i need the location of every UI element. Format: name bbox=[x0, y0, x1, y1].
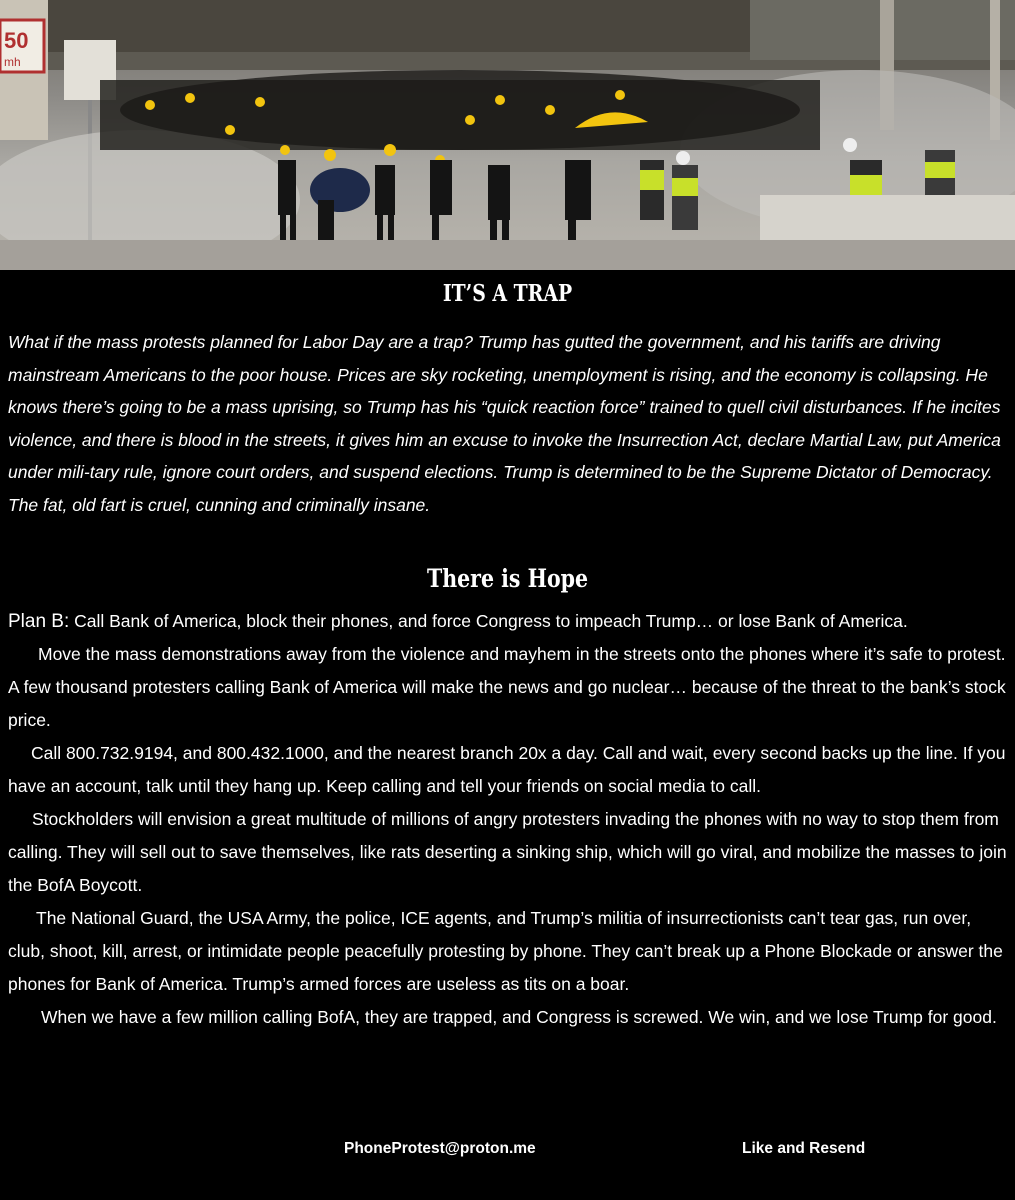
share-cta: Like and Resend bbox=[742, 1140, 866, 1157]
paragraph-text: When we have a few million calling BofA, they are trapped, and Congress is screwed. We win, and we lose Trump for good. bbox=[41, 1007, 997, 1027]
paragraph-text: Stockholders will envision a great multitude of millions of angry protesters invading the phones with no way to stop them from calling. They will sell out to save themselves, like rats deserting a sinking ship, which will go viral, and mobilize the masses to join the BofA Boycott. bbox=[8, 809, 1007, 895]
protest-photo bbox=[0, 0, 1015, 270]
paragraph bbox=[8, 902, 1008, 1001]
headline: IT’S A TRAP bbox=[442, 280, 573, 307]
paragraph bbox=[8, 638, 1008, 737]
intro-paragraph: What if the mass protests planned for Labor Day are a trap? Trump has gutted the government, and his tariffs are driving mainstream Americans to the poor house. Prices are sky rocketing, unemployment is rising, and the economy is collapsing. He knows there’s going to be a mass uprising, so Trump has his “quick reaction force” trained to quell civil disturbances. If he incites violence, and there is blood in the streets, it gives him an excuse to invoke the Insurrection Act, declare Martial Law, put America under mili-tary rule, ignore court orders, and suspend elections. Trump is determined to be the Supreme Dictator of Democracy. The fat, old fart is cruel, cunning and criminally insane. bbox=[8, 332, 1001, 515]
paragraph-text: The National Guard, the USA Army, the police, ICE agents, and Trump’s militia of insurrectionists can’t tear gas, run over, club, shoot, kill, arrest, or intimidate people peacefully protesting by phone. They can’t break up a Phone Blockade or answer the phones for Bank of America. Trump’s armed forces are useless as tits on a boar. bbox=[8, 908, 1003, 994]
overpass-deck bbox=[40, 0, 760, 52]
paragraph bbox=[8, 803, 1008, 902]
contact-email: PhoneProtest@proton.me bbox=[344, 1140, 536, 1157]
crowd bbox=[120, 70, 800, 150]
paragraph bbox=[8, 737, 1008, 803]
plan-b-paragraph bbox=[8, 605, 1008, 638]
protest-photo-illustration bbox=[0, 0, 1015, 270]
flyer-panel bbox=[0, 270, 1015, 1200]
road bbox=[0, 240, 1015, 270]
road-barrier bbox=[760, 195, 1015, 240]
speed-sign-unit: mh bbox=[4, 55, 21, 69]
subheadline: There is Hope bbox=[426, 564, 589, 593]
body-text bbox=[8, 605, 1008, 1034]
paragraph-text: Move the mass demonstrations away from the violence and mayhem in the streets onto the phones where it’s safe to protest. A few thousand protesters calling Bank of America will make the news and go nuclear… because of the threat to the bank’s stock price. bbox=[8, 644, 1006, 730]
plan-b-text: Call Bank of America, block their phones, and force Congress to impeach Trump… or lose Bank of America. bbox=[69, 611, 908, 631]
plan-b-label: Plan B: bbox=[8, 611, 70, 632]
speed-sign-number: 50 bbox=[4, 28, 29, 53]
paragraph-text: Call 800.732.9194, and 800.432.1000, and the nearest branch 20x a day. Call and wait, every second backs up the line. If you have an account, talk until they hang up. Keep calling and tell your friends on social media to call. bbox=[8, 743, 1006, 796]
paragraph bbox=[8, 1001, 1008, 1034]
